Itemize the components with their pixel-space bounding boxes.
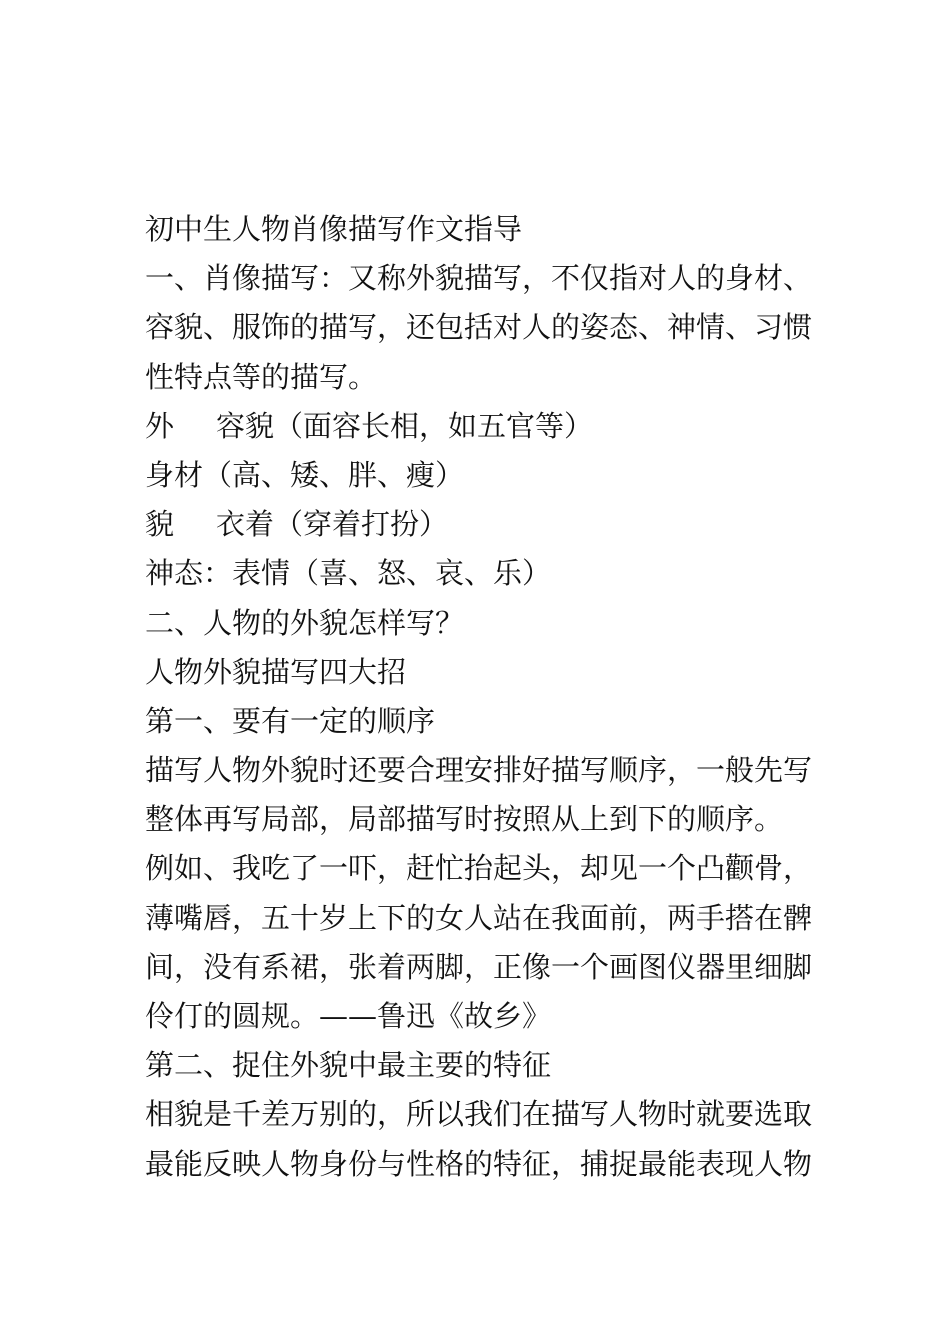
outline-shentai-line: 神态：表情（喜、怒、哀、乐）: [145, 556, 552, 591]
paragraph-line: 一、肖像描写：又称外貌描写，不仅指对人的身材、: [145, 261, 813, 296]
outline-wai-item: 容貌（面容长相，如五官等）: [216, 408, 594, 443]
document-body: [145, 205, 815, 1189]
outline-shencai-line: 身材（高、矮、胖、瘦）: [145, 457, 465, 492]
example-line: 薄嘴唇，五十岁上下的女人站在我面前，两手搭在髀: [145, 900, 813, 935]
outline-wai-char: 外: [145, 408, 175, 443]
example-line: 间，没有系裙，张着两脚，正像一个画图仪器里细脚: [145, 949, 813, 984]
paragraph-line: 整体再写局部，局部描写时按照从上到下的顺序。: [145, 802, 784, 837]
point-heading: 第一、要有一定的顺序: [145, 703, 436, 738]
paragraph-line: 最能反映人物身份与性格的特征，捕捉最能表现人物: [145, 1146, 813, 1181]
paragraph-line: 相貌是千差万别的，所以我们在描写人物时就要选取: [145, 1097, 813, 1132]
section-subheading: 人物外貌描写四大招: [145, 654, 407, 689]
document-title: 初中生人物肖像描写作文指导: [145, 212, 523, 246]
outline-mao-item: 衣着（穿着打扮）: [216, 507, 449, 542]
outline-mao-char: 貌: [145, 507, 175, 542]
paragraph-line: 容貌、服饰的描写，还包括对人的姿态、神情、习惯: [145, 310, 813, 345]
point-heading: 第二、捉住外貌中最主要的特征: [145, 1048, 552, 1083]
example-line: 例如、我吃了一吓，赶忙抬起头，却见一个凸颧骨，: [145, 851, 813, 886]
example-line: 伶仃的圆规。——鲁迅《故乡》: [145, 999, 552, 1033]
paragraph-line: 性特点等的描写。: [145, 359, 378, 394]
outline-mao-line: [145, 500, 815, 549]
paragraph-line: 描写人物外貌时还要合理安排好描写顺序，一般先写: [145, 753, 813, 788]
outline-wai-line: [145, 402, 815, 451]
section-heading: 二、人物的外貌怎样写？: [145, 605, 465, 640]
